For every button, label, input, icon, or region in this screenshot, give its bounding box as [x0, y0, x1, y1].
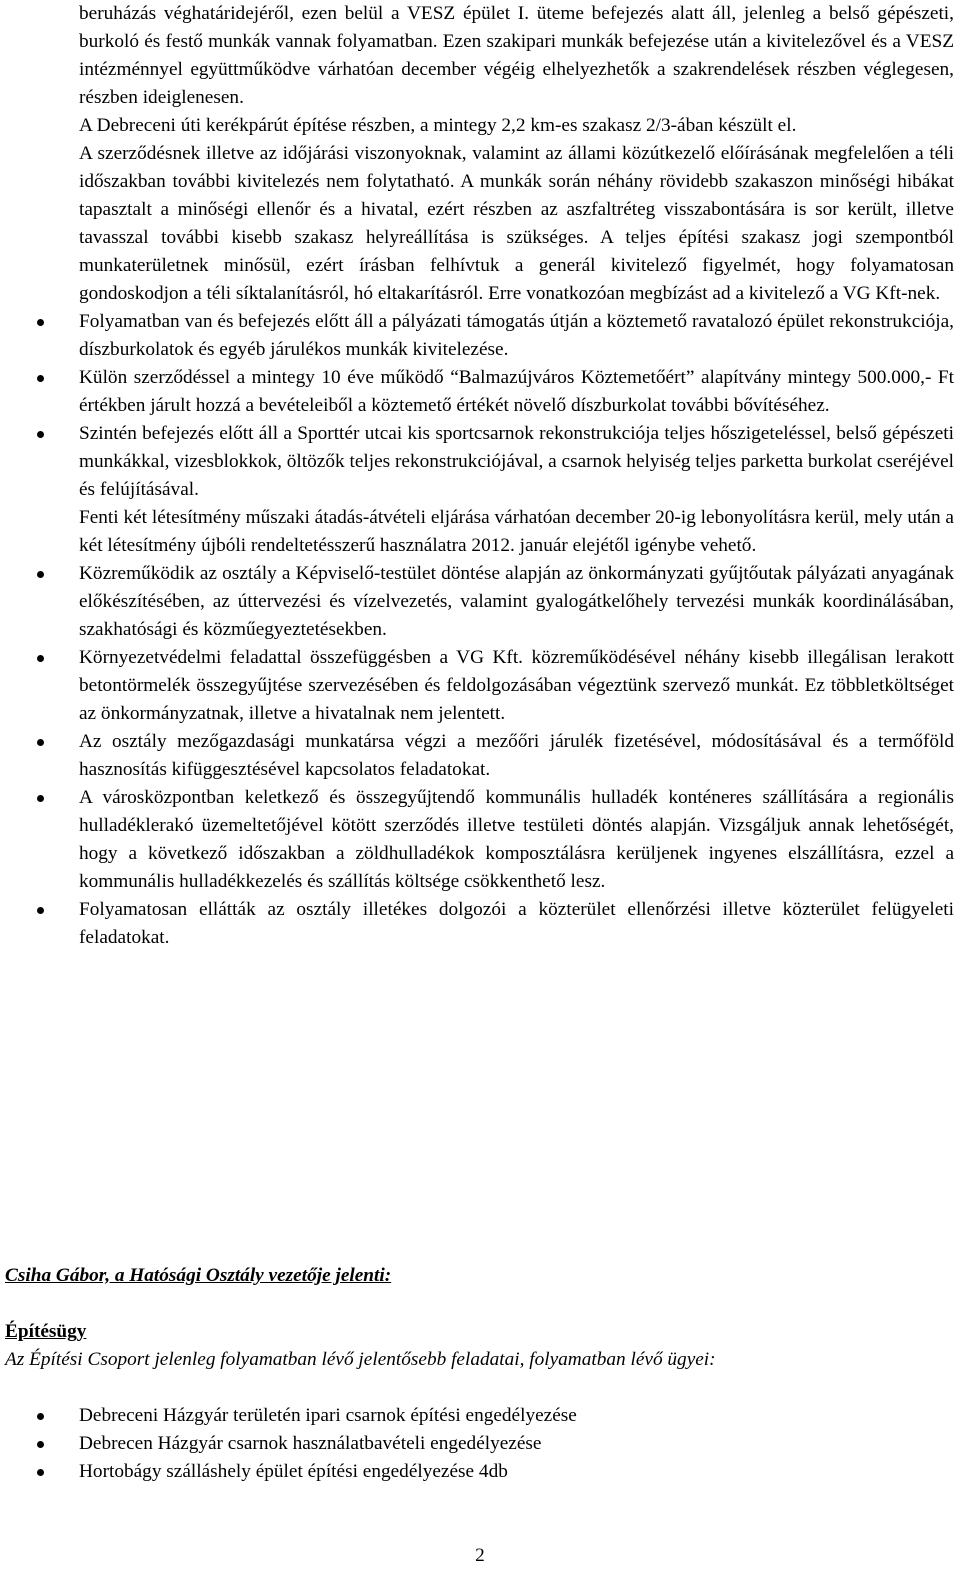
bullet-icon: [37, 907, 44, 914]
list-item: [79, 308, 954, 364]
bullet-list-permits: [0, 1402, 960, 1486]
paragraph-contract-weather: A szerződésnek illetve az időjárási viszonyoknak, valamint az állami közútkezelő előírásának megfelelően a téli időszakban további kivitelezés nem folytatható. A munkák során néhány rövidebb szakaszon minőségi hibákat tapasztalt a minőségi ellenőr és a hivatal, ezért részben az aszfaltréteg visszabontására is sor került, illetve tavasszal további kisebb szakasz helyreállítása is szükséges. A teljes építési szakasz jogi szempontból munkaterületnek minősül, ezért írásban felhívtuk a generál kivitelező figyelmét, hogy folyamatosan gondoskodjon a téli síktalanításról, hó eltakarításról. Erre vonatkozóan megbízást ad a kivitelező a VG Kft-nek.: [79, 143, 954, 304]
list-item-text: Külön szerződéssel a mintegy 10 éve működő “Balmazújváros Köztemetőért” alapítvány mintegy 500.000,- Ft értékben járult hozzá a bevételeiből a köztemető értékét növelő díszburkolat további bővítéséhez.: [79, 367, 954, 416]
paragraph-bikepath: A Debreceni úti kerékpárút építése részben, a mintegy 2,2 km-es szakasz 2/3-ában készült el.: [79, 115, 797, 136]
list-item-text: Hortobágy szálláshely épület építési engedélyezése 4db: [79, 1461, 508, 1482]
list-item: [79, 784, 954, 896]
list-item: [79, 1402, 960, 1430]
list-item: [79, 896, 954, 952]
list-item-text: Folyamatban van és befejezés előtt áll a pályázati támogatás útján a köztemető ravatalozó épület rekonstrukciója, díszburkolatok és egyéb járulékos munkák kivitelezése.: [79, 311, 954, 360]
continuation-block: [79, 0, 954, 308]
list-item-text: A városközpontban keletkező és összegyűjtendő kommunális hulladék konténeres szállítására a regionális hulladéklerakó üzemeltetőjével kötött szerződés illetve testületi döntés alapján. Vizsgáljuk annak lehetőségét, hogy a következő időszakban a zöldhulladékok komposztálásra kerüljenek ingyenes elszállításra, ezzel a kommunális hulladékkezelés és szállítás költsége csökkenthető lesz.: [79, 787, 954, 892]
list-item-text: Debreceni Házgyár területén ipari csarnok építési engedélyezése: [79, 1405, 577, 1426]
list-item: [79, 1458, 960, 1486]
bullet-icon: [37, 739, 44, 746]
followup-block: [79, 504, 954, 560]
bullet-icon: [37, 655, 44, 662]
bullet-icon: [37, 431, 44, 438]
bullet-icon: [37, 1469, 44, 1476]
list-item: [79, 728, 954, 784]
list-item-text: Az osztály mezőgazdasági munkatársa végzi a mezőőri járulék fizetésével, módosításával és a termőföld hasznosítás kifüggesztésével kapcsolatos feladatokat.: [79, 731, 954, 780]
list-item-text: Szintén befejezés előtt áll a Sporttér utcai kis sportcsarnok rekonstrukciója teljes hőszigeteléssel, belső gépészeti munkákkal, vizesblokkok, öltözők teljes rekonstrukciójával, a csarnok helyiség teljes parketta burkolat cseréjével és felújításával.: [79, 423, 954, 500]
bullet-icon: [37, 571, 44, 578]
report-heading: Csiha Gábor, a Hatósági Osztály vezetője jelenti:: [5, 1265, 392, 1286]
bullet-icon: [37, 1413, 44, 1420]
list-item-text: Folyamatosan ellátták az osztály illetékes dolgozói a közterület ellenőrzési illetve közterület felügyeleti feladatokat.: [79, 899, 954, 948]
list-item: [79, 560, 954, 644]
list-item-text: Környezetvédelmi feladattal összefüggésben a VG Kft. közreműködésével néhány kisebb illegálisan lerakott betontörmelék összegyűjtése szervezésében és feldolgozásában végeztünk szervező munkát. Ez többletköltséget az önkormányzatnak, illetve a hivatalnak nem jelentett.: [79, 647, 954, 724]
list-item: [79, 644, 954, 728]
list-item: [79, 364, 954, 420]
bullet-icon: [37, 375, 44, 382]
bullet-icon: [37, 1441, 44, 1448]
bullet-icon: [37, 795, 44, 802]
list-item: [79, 1430, 960, 1458]
bullet-icon: [37, 319, 44, 326]
paragraph-vesz: beruházás véghatáridejéről, ezen belül a VESZ épület I. üteme befejezés alatt áll, jelenleg a belső gépészeti, burkoló és festő munkák vannak folyamatban. Ezen szakipari munkák befejezése után a kivitelezővel és a VESZ intézménnyel együttműködve várhatóan december végéig elhelyezhetők a szakrendelések részben véglegesen, részben ideiglenesen.: [79, 3, 954, 108]
list-item-text: Debrecen Házgyár csarnok használatbavételi engedélyezése: [79, 1433, 542, 1454]
list-item-text: Közreműködik az osztály a Képviselő-testület döntése alapján az önkormányzati gyűjtőutak pályázati anyagának előkészítésében, az úttervezési és vízelvezetés, valamint gyalogátkelőhely tervezési munkák koordinálásában, szakhatósági és közműegyeztetésekben.: [79, 563, 954, 640]
section-intro: Az Építési Csoport jelenleg folyamatban lévő jelentősebb feladatai, folyamatban lévő ügyei:: [5, 1349, 716, 1370]
bullet-list-projects: [0, 308, 960, 504]
paragraph-handover: Fenti két létesítmény műszaki átadás-átvételi eljárása várhatóan december 20-ig lebonyolításra kerül, mely után a két létesítmény újbóli rendeltetésszerű használatra 2012. január elejétől igénybe vehető.: [79, 507, 954, 556]
list-item: [79, 420, 954, 504]
bullet-list-tasks: [0, 560, 960, 952]
section-title: Építésügy: [5, 1321, 87, 1342]
page-number: 2: [475, 1545, 485, 1566]
